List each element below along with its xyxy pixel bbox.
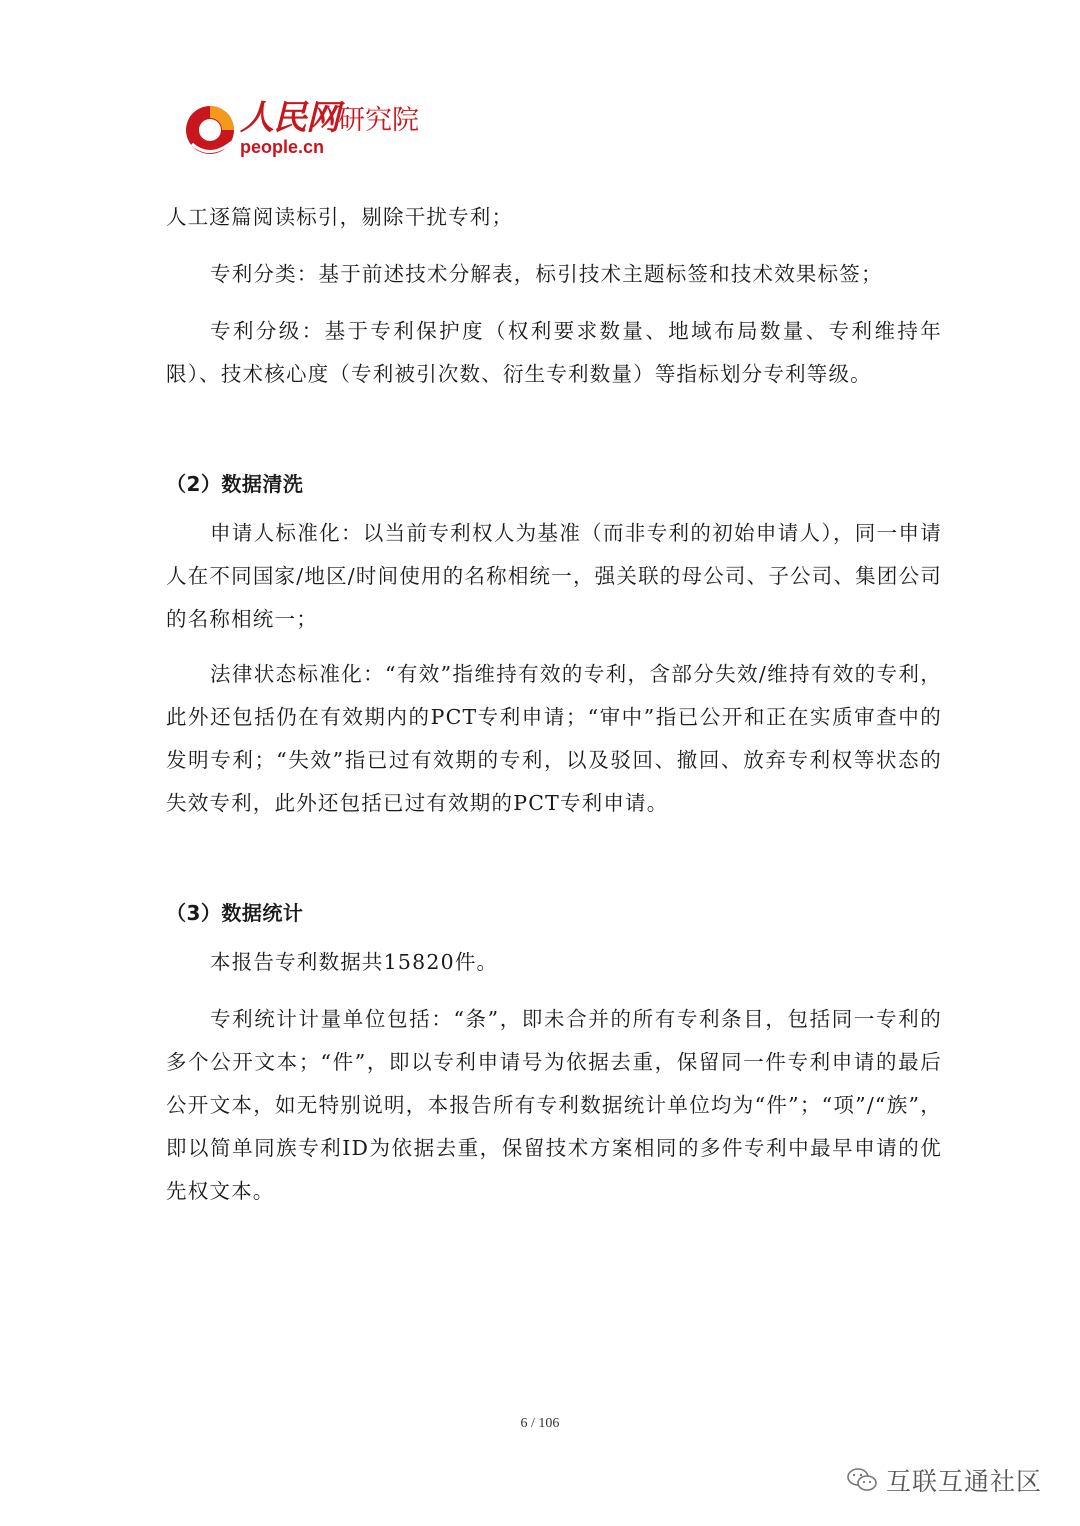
paragraph-applicant-standardization: 申请人标准化：以当前专利权人为基准（而非专利的初始申请人），同一申请人在不同国家/地区/时间使用的名称相统一，强关联的母公司、子公司、集团公司的名称相统一；: [166, 521, 942, 631]
wechat-icon: [846, 1466, 878, 1494]
paragraph-manual-indexing: 人工逐篇阅读标引，剔除干扰专利；: [166, 205, 514, 229]
section-heading-data-cleaning: （2）数据清洗: [166, 472, 304, 496]
watermark: [846, 1460, 1042, 1500]
body-content: [166, 196, 942, 1213]
paragraph-patent-classification: 专利分类：基于前述技术分解表，标引技术主题标签和技术效果标签；: [210, 262, 883, 286]
paragraph-patent-grading: 专利分级：基于专利保护度（权利要求数量、地域布局数量、专利维持年限）、技术核心度（专利被引次数、衍生专利数量）等指标划分专利等级。: [166, 319, 942, 386]
watermark-text: 互联互通社区: [886, 1467, 1043, 1496]
brand-name: 人民网: [240, 98, 339, 138]
paragraph-total-count: 本报告专利数据共15820件。: [210, 950, 499, 974]
page-number: 6 / 106: [520, 1416, 560, 1431]
brand-subtitle: 研究院: [338, 105, 419, 136]
brand-url: people.cn: [240, 137, 325, 157]
paragraph-statistical-units: 专利统计计量单位包括：“条”，即未合并的所有专利条目，包括同一专利的多个公开文本；“件”，即以专利申请号为依据去重，保留同一件专利申请的最后公开文本，如无特别说明，本报告所有专利数据统计单位均为“件”；“项”/“族”，即以简单同族专利ID为依据去重，保留技术方案相同的多件专利中最早申请的优先权文本。: [166, 1007, 942, 1203]
people-logo-swirl-icon: [182, 100, 242, 158]
section-heading-data-statistics: （3）数据统计: [166, 901, 304, 925]
header-logo: [182, 100, 442, 160]
paragraph-legal-status-standardization: 法律状态标准化：“有效”指维持有效的专利，含部分失效/维持有效的专利，此外还包括仍在有效期内的PCT专利申请；“审中”指已公开和正在实质审查中的发明专利；“失效”指已过有效期的专利，以及驳回、撤回、放弃专利权等状态的失效专利，此外还包括已过有效期的PCT专利申请。: [166, 662, 942, 815]
